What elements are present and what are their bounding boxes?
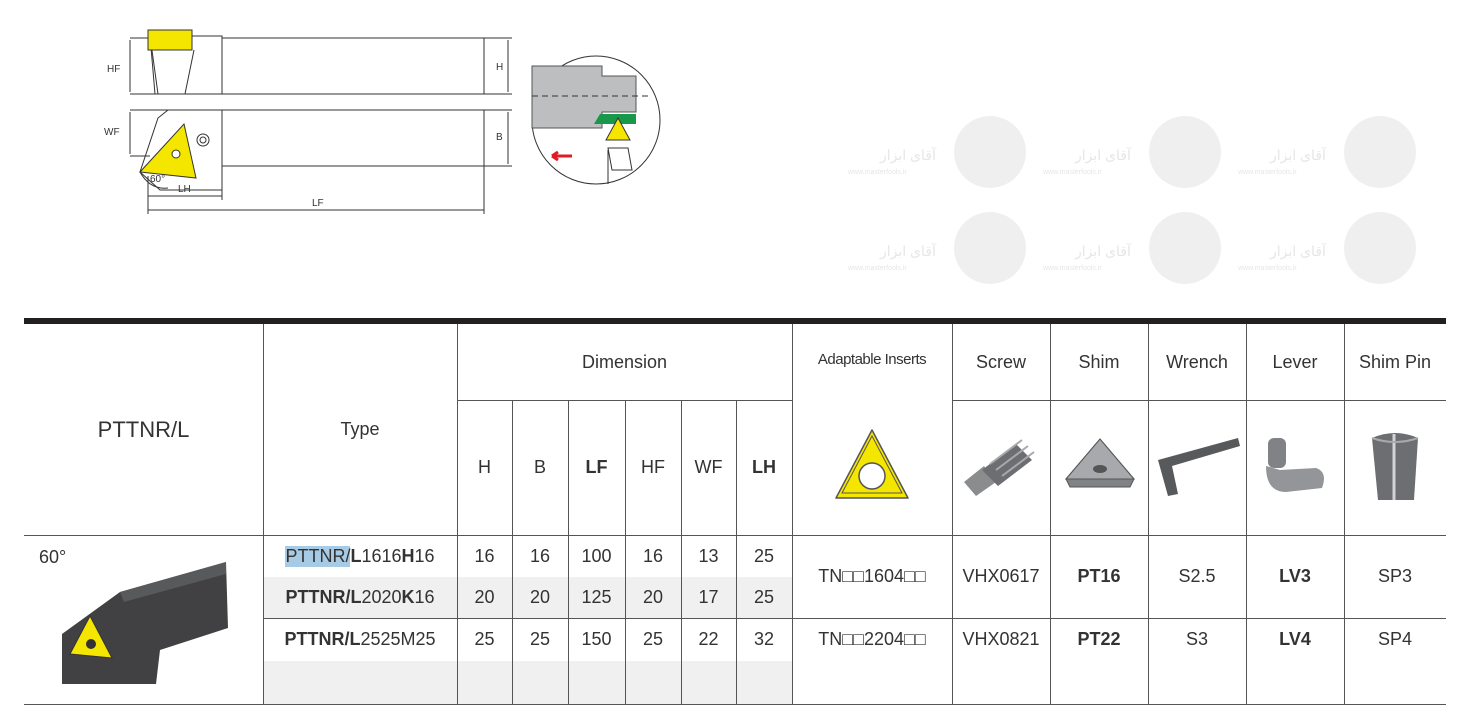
group-2-lever: LV4 (1279, 629, 1311, 649)
table-row-1-b: 16 (529, 545, 551, 566)
detail-circle (532, 56, 660, 184)
table-row-2-b: 20 (529, 587, 551, 607)
watermark-url: www.masterfools.ir (1043, 265, 1102, 272)
dim-hf: HF (107, 64, 121, 75)
type-num: 2525M25 (360, 629, 436, 649)
group-1-insert: TN□□1604□□ (818, 566, 926, 586)
grid-line (952, 400, 1446, 401)
table-row-1-hf: 16 (642, 545, 664, 566)
table-row-1-wf: 13 (698, 545, 719, 566)
table-row-2-hf: 20 (642, 587, 664, 607)
watermark-text: آقای ابزار (1270, 243, 1326, 259)
type-bold: H (401, 545, 415, 566)
type-num: 16 (414, 587, 435, 607)
dim-lh: LH (178, 184, 191, 195)
screw-icon (956, 430, 1046, 500)
table-row-3-h: 25 (474, 629, 495, 649)
group-2-shim: PT22 (1077, 629, 1121, 649)
wrench-header: Wrench (1166, 351, 1228, 372)
type-num: 1616 (361, 545, 402, 566)
dim-col-h: H (478, 457, 491, 477)
dim-col-b: B (533, 457, 546, 477)
shim-icon (1060, 433, 1138, 493)
group-2-screw: VHX0821 (962, 629, 1040, 649)
table-row-2-lf: 125 (581, 587, 612, 607)
group-1-shim: PT16 (1077, 566, 1121, 586)
table-row-2-lh: 25 (753, 587, 775, 607)
watermark-text: آقای ابزار (880, 147, 936, 163)
side-view (130, 30, 512, 94)
group-1-lever: LV3 (1279, 566, 1311, 586)
watermark-text: آقای ابزار (1075, 243, 1131, 259)
type-bold: L (350, 545, 362, 566)
dim-wf: WF (104, 127, 120, 138)
group-2-wrench: S3 (1185, 629, 1209, 649)
watermark-text: آقای ابزار (880, 243, 936, 259)
screw-header: Screw (975, 351, 1026, 372)
table-row-2-h: 20 (474, 587, 495, 607)
angle-label: 60° (39, 546, 67, 567)
insert-triangle-icon (832, 426, 912, 502)
lever-header: Lever (1272, 351, 1318, 372)
dim-h: H (496, 62, 504, 73)
dim-angle: 60° (150, 174, 166, 185)
type-header: Type (340, 419, 380, 439)
type-bold: K (401, 587, 415, 607)
shimpin-header: Shim Pin (1358, 351, 1432, 372)
watermark-url: www.masterfools.ir (848, 265, 907, 272)
type-num: 2020 (361, 587, 402, 607)
table-row-2-wf: 17 (698, 587, 719, 607)
dim-col-wf: WF (694, 457, 723, 477)
table-row-3-b: 25 (529, 629, 551, 649)
table-row-2-type (263, 577, 457, 618)
table-row-1-type (263, 535, 457, 577)
group-1-shimpin: SP3 (1377, 566, 1413, 586)
watermark-text: آقای ابزار (1270, 147, 1326, 163)
inserts-header: Adaptable Inserts (817, 350, 927, 368)
table-row-1-lh: 25 (753, 545, 775, 566)
lever-icon (1260, 432, 1332, 500)
shim-header: Shim (1078, 351, 1120, 372)
shim-pin-icon (1364, 428, 1426, 504)
type-num: 16 (414, 545, 435, 566)
table-row-3-lf: 150 (581, 629, 612, 649)
group-2-insert: TN□□2204□□ (818, 629, 926, 649)
watermark-pattern (840, 100, 1440, 300)
tool-holder-icon (60, 554, 236, 688)
dim-col-lh: LH (752, 457, 776, 477)
technical-drawing (0, 0, 700, 230)
table-row-3-type (263, 618, 457, 661)
table-row-1-h: 16 (474, 545, 495, 566)
table-row-3-wf: 22 (698, 629, 719, 649)
spec-table (24, 318, 1446, 704)
table-row-3-lh: 32 (753, 629, 775, 649)
grid-line (24, 704, 1446, 705)
group-1-wrench: S2.5 (1178, 566, 1216, 586)
wrench-icon (1152, 430, 1244, 500)
watermark-url: www.masterfools.ir (1238, 265, 1297, 272)
group-1-screw: VHX0617 (962, 566, 1040, 586)
table-row-1-lf: 100 (581, 545, 612, 566)
type-prefix: PTTNR/ (285, 545, 351, 566)
dimension-header: Dimension (581, 351, 668, 372)
row-shade (263, 661, 792, 704)
group-label: PTTNR/L (97, 416, 190, 442)
dim-col-hf: HF (641, 457, 665, 477)
watermark-url: www.masterfools.ir (1043, 169, 1102, 176)
table-row-3-hf: 25 (642, 629, 664, 649)
dim-col-lf: LF (585, 457, 608, 477)
watermark-url: www.masterfools.ir (848, 169, 907, 176)
dim-b: B (496, 132, 503, 143)
watermark-text: آقای ابزار (1075, 147, 1131, 163)
watermark-url: www.masterfools.ir (1238, 169, 1297, 176)
group-2-shimpin: SP4 (1377, 629, 1413, 649)
type-bold: PTTNR/L (285, 587, 362, 607)
type-bold: PTTNR/L (284, 629, 361, 649)
dim-lf: LF (312, 198, 324, 209)
